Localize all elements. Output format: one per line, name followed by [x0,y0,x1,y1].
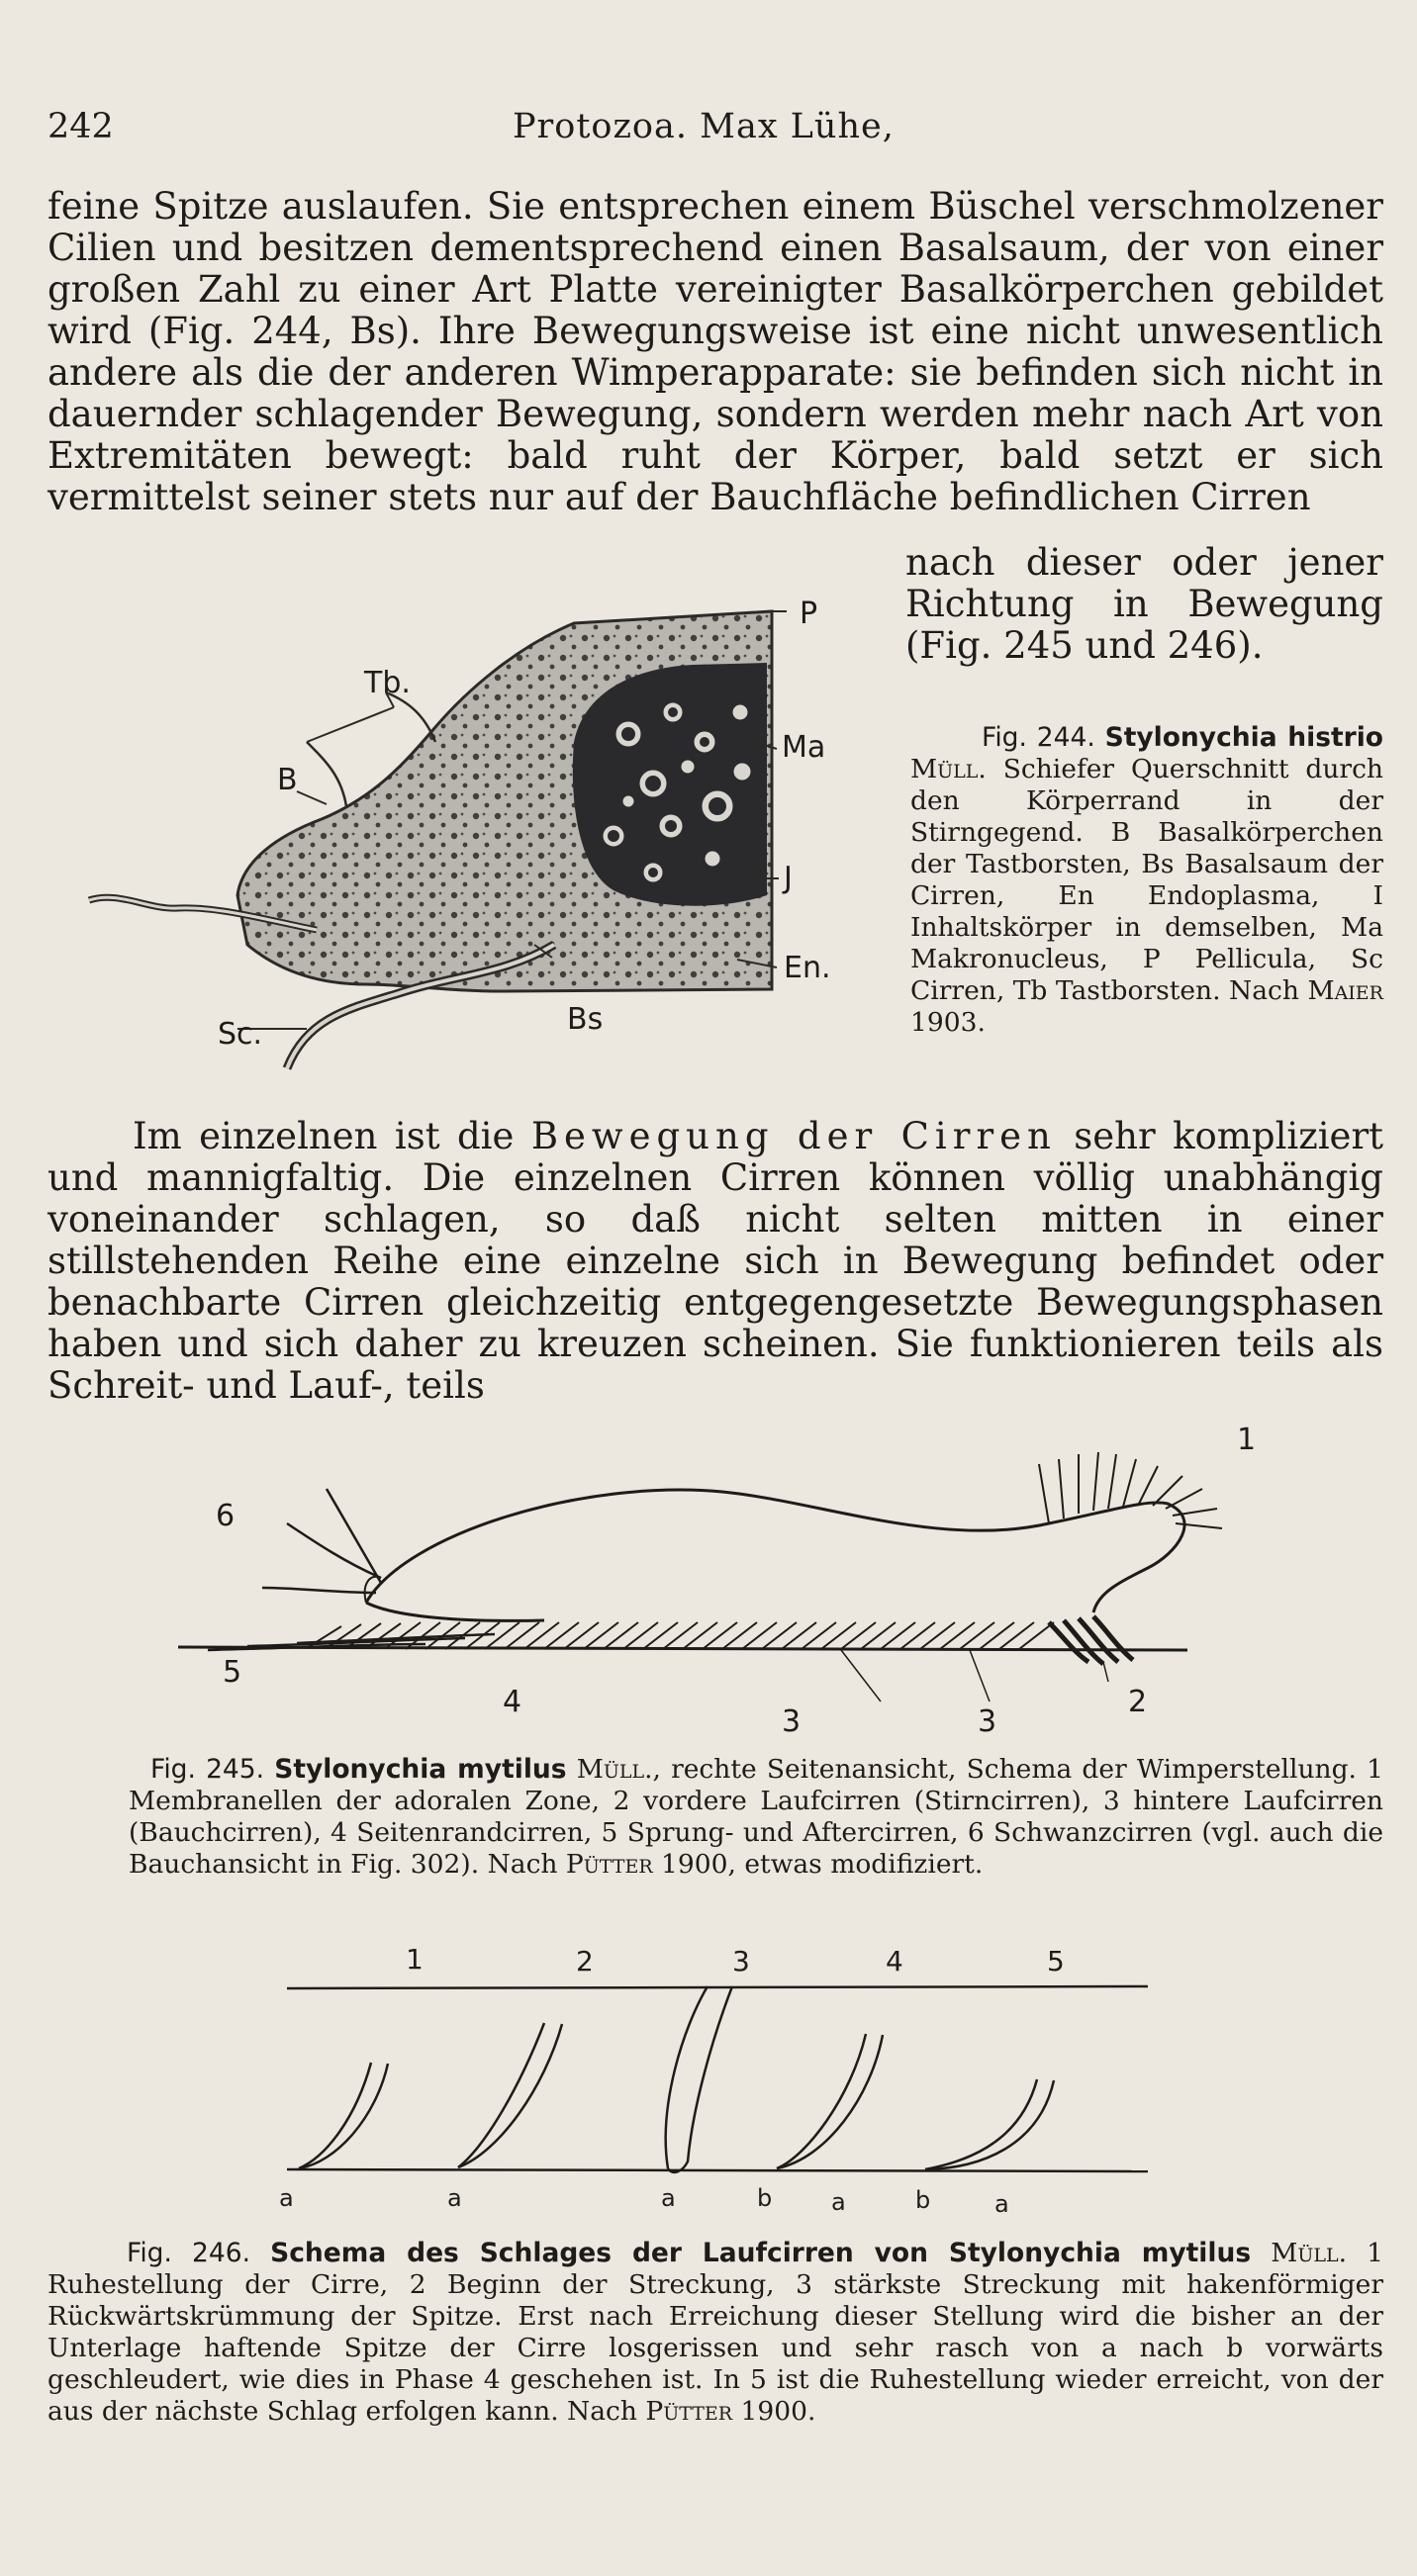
label-b: B [277,763,298,797]
body-outline [366,1490,1184,1612]
label-ma: Ma [782,730,826,765]
macronucleus [573,663,767,906]
label-bs: Bs [567,1002,604,1037]
figure-246-caption: Fig. 246. Schema des Schlages der Laufcirren von Stylonychia mytilus Müll. 1 Ruhestellung der Cirre, 2 Beginn der Streckung, 3 stärkste Streckung mit hakenförmiger Rückwärtskrümmung der Spitze. Erst nach Erreichung dieser Stellung wird die bisher an der Unterlage haftende Spitze der Cirre losgerissen und sehr rasch von a nach b vorwärts geschleudert, wie dies in Phase 4 geschehen ist. In 5 ist die Ruhestellung wieder erreicht, von der aus der nächste Schlag erfolgen kann. Nach Pütter 1900. [47,2238,1383,2427]
label-1: 1 [1237,1423,1257,1457]
phase-label-3: 3 [732,1945,750,1978]
paragraph-1-continuation: nach dieser oder jener Richtung in Bewegung (Fig. 245 und 246). [905,541,1383,667]
label-5: 5 [223,1655,242,1690]
label-6: 6 [216,1499,236,1533]
phase-label-1: 1 [406,1943,424,1976]
figure-244-caption: Fig. 244. Stylonychia histrio Müll. Schiefer Querschnitt durch den Körperrand in der Stirngegend. B Basalkörperchen der Tastborsten, Bs Basalsaum der Cirren, En Endoplasma, I Inhaltskörper in demselben, Ma Makronucleus, P Pellicula, Sc Cirren, Tb Tastborsten. Nach Maier 1903. [910,722,1383,1038]
point-label-a3: a [661,2184,676,2212]
lower-line [287,2169,1148,2171]
label-p: P [800,597,818,631]
page-header [47,107,1373,156]
point-label-a2: a [447,2184,462,2212]
figure-245-drawing [168,1415,1267,1741]
label-2: 2 [1128,1685,1148,1719]
figure-244-drawing [79,594,900,1088]
phase-label-4: 4 [886,1945,903,1978]
label-3b: 3 [978,1704,997,1739]
paragraph-2: Im einzelnen ist die Bewegung der Cirren sehr kompliziert und mannigfaltig. Die einzelnen Cirren können völlig unabhängig voneinander schlagen, so daß nicht selten mitten in einer stillstehenden Reihe eine einzelne sich in Bewegung befindet oder benachbarte Cirren gleichzeitig entgegengesetzte Bewegungsphasen haben und sich daher zu kreuzen scheinen. Sie funktionieren teils als Schreit- und Lauf-, teils [47,1115,1384,1407]
label-3a: 3 [782,1704,802,1739]
running-head: Protozoa. Max Lühe, [513,107,895,146]
upper-line [287,1986,1148,1988]
point-label-b1: b [757,2184,773,2212]
figure-246-drawing [267,1929,1158,2226]
label-4: 4 [503,1685,522,1719]
point-label-a5: a [994,2190,1009,2218]
page-number: 242 [47,107,114,146]
phase-label-2: 2 [576,1945,594,1978]
figure-245-caption: Fig. 245. Stylonychia mytilus Müll., rechte Seitenansicht, Schema der Wimperstellung. 1 Membranellen der adoralen Zone, 2 vordere Laufcirren (Stirncirren), 3 hintere Laufcirren (Bauchcirren), 4 Seitenrandcirren, 5 Sprung- und Aftercirren, 6 Schwanzcirren (vgl. auch die Bauchansicht in Fig. 302). Nach Pütter 1900, etwas modifiziert. [129,1754,1383,1880]
phase-label-5: 5 [1047,1945,1065,1978]
point-label-a4: a [831,2188,846,2216]
label-sc: Sc. [218,1017,263,1052]
paragraph-1: feine Spitze auslaufen. Sie entsprechen einem Büschel verschmolzener Cilien und besitzen dementsprechend einen Basalsaum, der von einer großen Zahl zu einer Art Platte vereinigter Basalkörperchen gebildet wird (Fig. 244, Bs). Ihre Bewegungsweise ist eine nicht unwesentlich andere als die der anderen Wimperapparate: sie befinden sich nicht in dauernder schlagender Bewegung, sondern werden mehr nach Art von Extremitäten bewegt: bald ruht der Körper, bald setzt er sich vermittelst seiner stets nur auf der Bauchfläche befindlichen Cirren [47,185,1383,518]
label-en: En. [784,951,831,985]
point-label-b2: b [915,2186,931,2214]
label-tb: Tb. [364,666,411,700]
label-j: J [784,861,793,895]
point-label-a1: a [279,2184,294,2212]
